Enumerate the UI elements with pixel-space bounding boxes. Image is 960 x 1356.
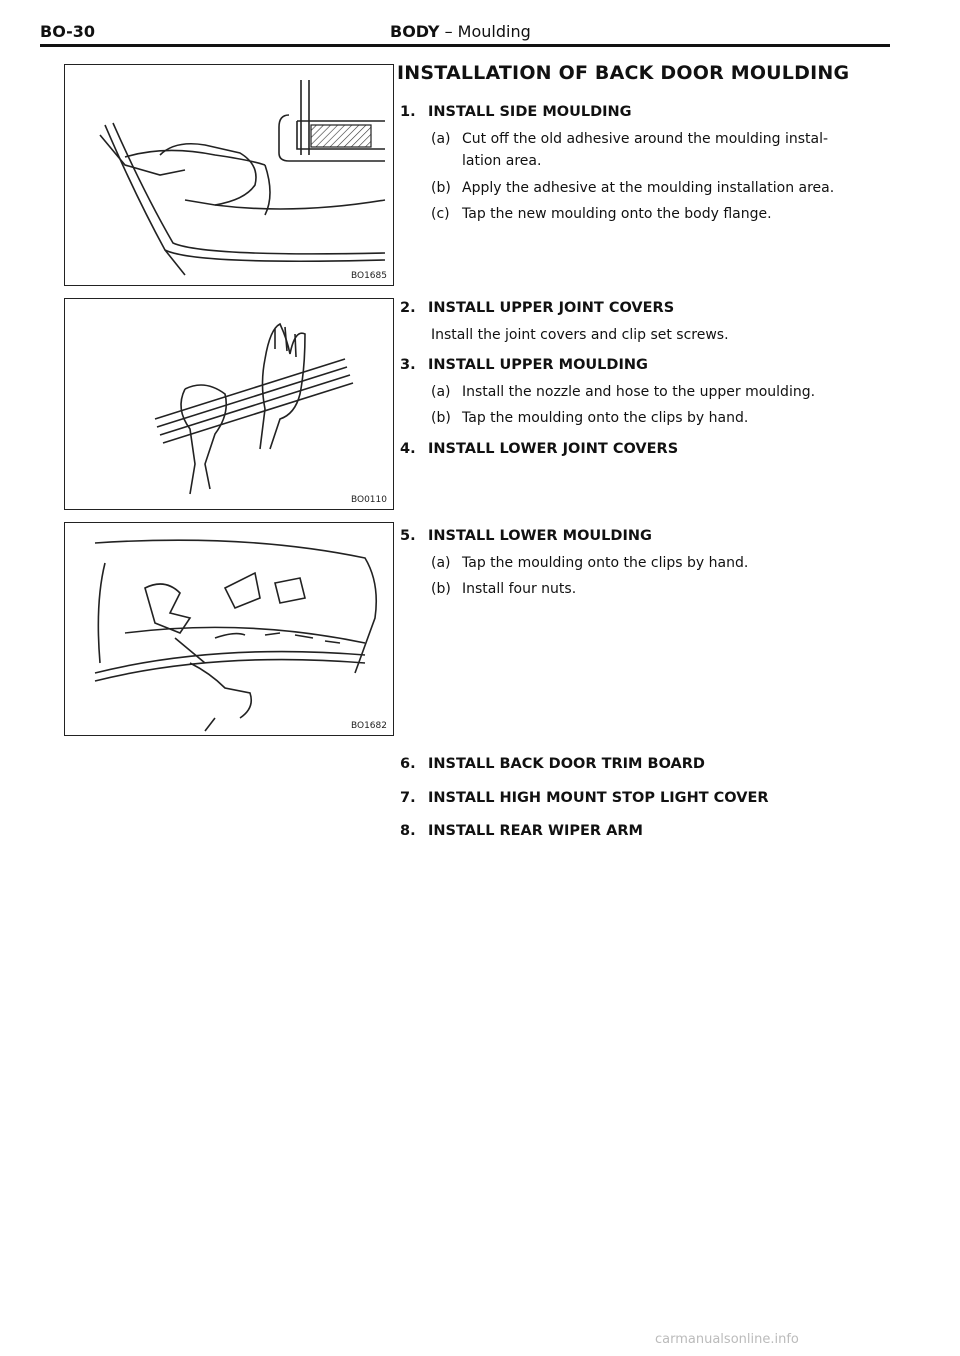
sub-label: (c) (431, 206, 450, 222)
step-1 (400, 104, 632, 120)
site-watermark: carmanualsonline.info (655, 1332, 799, 1347)
sub-label: (b) (431, 180, 451, 196)
step-label: INSTALL REAR WIPER ARM (428, 823, 643, 839)
step-number: 5. (400, 528, 416, 544)
step-number: 4. (400, 441, 416, 457)
sub-text-line1: Cut off the old adhesive around the moulding instal- (462, 131, 829, 147)
step-label: INSTALL SIDE MOULDING (428, 104, 632, 120)
step-number: 8. (400, 823, 416, 839)
step-6 (400, 756, 705, 772)
step-3b (431, 407, 901, 429)
running-title (390, 22, 531, 41)
step-number: 3. (400, 357, 416, 373)
sub-label: (b) (431, 410, 451, 426)
sub-text-line1: Apply the adhesive at the moulding installation area. (462, 180, 835, 196)
step-number: 6. (400, 756, 416, 772)
step-4 (400, 441, 678, 457)
upper-moulding-illustration (65, 299, 391, 507)
figure-side-moulding (64, 64, 394, 286)
step-number: 2. (400, 300, 416, 316)
step-7 (400, 790, 769, 806)
step-5b (431, 578, 901, 600)
sub-label: (b) (431, 581, 451, 597)
sub-text-line1: Tap the moulding onto the clips by hand. (462, 555, 749, 571)
figure-upper-moulding (64, 298, 394, 510)
step-2 (400, 300, 674, 316)
page-number: BO-30 (40, 22, 95, 41)
step-label: INSTALL BACK DOOR TRIM BOARD (428, 756, 705, 772)
lower-moulding-illustration (65, 523, 391, 733)
title-separator: – (439, 22, 458, 41)
step-1a (431, 128, 901, 172)
sub-label: (a) (431, 555, 451, 571)
subsection-name: Moulding (457, 22, 531, 41)
sub-label: (a) (431, 131, 451, 147)
step-number: 7. (400, 790, 416, 806)
page-header (40, 22, 890, 47)
step-3 (400, 357, 648, 373)
step-label: INSTALL LOWER JOINT COVERS (428, 441, 679, 457)
step-label: INSTALL UPPER JOINT COVERS (428, 300, 675, 316)
step-label: INSTALL LOWER MOULDING (428, 528, 652, 544)
sub-text-line1: Tap the new moulding onto the body flange. (462, 206, 772, 222)
sub-text-line1: Tap the moulding onto the clips by hand. (462, 410, 749, 426)
side-moulding-illustration (65, 65, 391, 283)
sub-text-line1: Install four nuts. (462, 581, 577, 597)
figure-lower-moulding (64, 522, 394, 736)
step-5a (431, 552, 901, 574)
figure-code: BO0110 (350, 495, 387, 505)
procedure-title: INSTALLATION OF BACK DOOR MOULDING (397, 62, 850, 84)
step-1b (431, 177, 901, 199)
sub-label: (a) (431, 384, 451, 400)
section-name: BODY (390, 22, 440, 41)
figure-code: BO1682 (350, 721, 387, 731)
step-label: INSTALL HIGH MOUNT STOP LIGHT COVER (428, 790, 769, 806)
step-number: 1. (400, 104, 416, 120)
step-3a (431, 381, 901, 403)
sub-text-line2: lation area. (462, 153, 542, 169)
figure-code: BO1685 (350, 271, 387, 281)
step-label: INSTALL UPPER MOULDING (428, 357, 648, 373)
step-2-text: Install the joint covers and clip set screws. (431, 327, 729, 343)
step-8 (400, 823, 643, 839)
sub-text-line1: Install the nozzle and hose to the upper moulding. (462, 384, 816, 400)
step-1c (431, 203, 901, 225)
step-5 (400, 528, 652, 544)
